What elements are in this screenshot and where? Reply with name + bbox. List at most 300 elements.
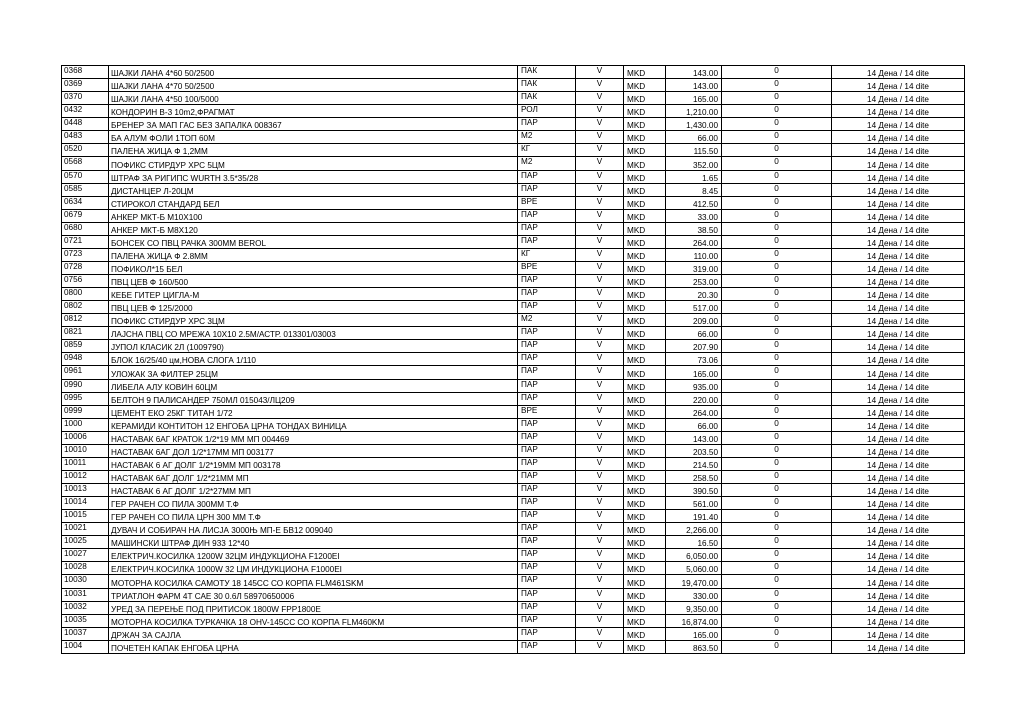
delivery-time-cell: 14 Дена / 14 dite: [832, 575, 965, 588]
product-name-cell: ПОФИКОЛ*15 БЕЛ: [109, 261, 518, 274]
price-cell: 165.00: [666, 366, 722, 379]
delivery-time-cell: 14 Дена / 14 dite: [832, 131, 965, 144]
vat-cell: V: [576, 562, 624, 575]
product-code-cell: 10027: [62, 549, 109, 562]
unit-cell: ПАР: [518, 484, 576, 497]
currency-cell: MKD: [624, 131, 666, 144]
delivery-time-cell: 14 Дена / 14 dite: [832, 510, 965, 523]
currency-cell: MKD: [624, 261, 666, 274]
price-cell: 165.00: [666, 627, 722, 640]
unit-cell: ПАР: [518, 301, 576, 314]
currency-cell: MKD: [624, 248, 666, 261]
unit-cell: ПАР: [518, 288, 576, 301]
delivery-time-cell: 14 Дена / 14 dite: [832, 340, 965, 353]
currency-cell: MKD: [624, 627, 666, 640]
product-name-cell: НАСТАВАК 6 АГ ДОЛГ 1/2*19ММ МП 003178: [109, 457, 518, 470]
unit-cell: ПАР: [518, 536, 576, 549]
price-list-table: [61, 65, 965, 654]
product-name-cell: МОТОРНА КОСИЛКА САМОТУ 18 145CC СО КОРПА FLM461SKM: [109, 575, 518, 588]
stock-cell: 0: [722, 118, 832, 131]
product-name-cell: ШТРАФ ЗА РИГИПС WURTH 3.5*35/28: [109, 170, 518, 183]
price-cell: 1,430.00: [666, 118, 722, 131]
price-cell: 2,266.00: [666, 523, 722, 536]
currency-cell: MKD: [624, 340, 666, 353]
stock-cell: 0: [722, 288, 832, 301]
unit-cell: ПАР: [518, 575, 576, 588]
stock-cell: 0: [722, 235, 832, 248]
product-name-cell: УЛОЖАК ЗА ФИЛТЕР 25ЦМ: [109, 366, 518, 379]
currency-cell: MKD: [624, 418, 666, 431]
currency-cell: MKD: [624, 353, 666, 366]
table-row: [62, 366, 965, 379]
unit-cell: ПАР: [518, 366, 576, 379]
table-row: [62, 575, 965, 588]
currency-cell: MKD: [624, 457, 666, 470]
table-row: [62, 549, 965, 562]
currency-cell: MKD: [624, 144, 666, 157]
delivery-time-cell: 14 Дена / 14 dite: [832, 405, 965, 418]
delivery-time-cell: 14 Дена / 14 dite: [832, 209, 965, 222]
price-cell: 33.00: [666, 209, 722, 222]
table-row: [62, 79, 965, 92]
product-code-cell: 0995: [62, 392, 109, 405]
product-code-cell: 0680: [62, 222, 109, 235]
table-row: [62, 353, 965, 366]
vat-cell: V: [576, 392, 624, 405]
unit-cell: ПАР: [518, 640, 576, 653]
vat-cell: V: [576, 470, 624, 483]
table-row: [62, 614, 965, 627]
currency-cell: MKD: [624, 196, 666, 209]
unit-cell: М2: [518, 157, 576, 170]
product-code-cell: 10006: [62, 431, 109, 444]
product-name-cell: БА АЛУМ ФОЛИ 1ТОП 60М: [109, 131, 518, 144]
unit-cell: ПАР: [518, 170, 576, 183]
vat-cell: V: [576, 366, 624, 379]
unit-cell: ПАК: [518, 79, 576, 92]
price-cell: 38.50: [666, 222, 722, 235]
price-cell: 1,210.00: [666, 105, 722, 118]
currency-cell: MKD: [624, 235, 666, 248]
currency-cell: MKD: [624, 288, 666, 301]
vat-cell: V: [576, 209, 624, 222]
table-row: [62, 379, 965, 392]
vat-cell: V: [576, 183, 624, 196]
stock-cell: 0: [722, 497, 832, 510]
delivery-time-cell: 14 Дена / 14 dite: [832, 562, 965, 575]
delivery-time-cell: 14 Дена / 14 dite: [832, 144, 965, 157]
unit-cell: ПАР: [518, 601, 576, 614]
stock-cell: 0: [722, 92, 832, 105]
delivery-time-cell: 14 Дена / 14 dite: [832, 536, 965, 549]
price-cell: 330.00: [666, 588, 722, 601]
stock-cell: 0: [722, 457, 832, 470]
unit-cell: КГ: [518, 248, 576, 261]
vat-cell: V: [576, 640, 624, 653]
product-code-cell: 0990: [62, 379, 109, 392]
table-row: [62, 588, 965, 601]
currency-cell: MKD: [624, 92, 666, 105]
product-code-cell: 0728: [62, 261, 109, 274]
unit-cell: ПАР: [518, 340, 576, 353]
product-code-cell: 10028: [62, 562, 109, 575]
product-name-cell: ЈУПОЛ КЛАСИК 2Л (1009790): [109, 340, 518, 353]
delivery-time-cell: 14 Дена / 14 dite: [832, 183, 965, 196]
stock-cell: 0: [722, 536, 832, 549]
table-row: [62, 183, 965, 196]
currency-cell: MKD: [624, 314, 666, 327]
unit-cell: ПАР: [518, 379, 576, 392]
table-row: [62, 314, 965, 327]
price-cell: 16,874.00: [666, 614, 722, 627]
price-cell: 191.40: [666, 510, 722, 523]
vat-cell: V: [576, 536, 624, 549]
unit-cell: ПАР: [518, 470, 576, 483]
unit-cell: ВРЕ: [518, 405, 576, 418]
vat-cell: V: [576, 457, 624, 470]
delivery-time-cell: 14 Дена / 14 dite: [832, 431, 965, 444]
currency-cell: MKD: [624, 549, 666, 562]
stock-cell: 0: [722, 366, 832, 379]
price-cell: 66.00: [666, 327, 722, 340]
unit-cell: ПАР: [518, 118, 576, 131]
delivery-time-cell: 14 Дена / 14 dite: [832, 588, 965, 601]
vat-cell: V: [576, 549, 624, 562]
currency-cell: MKD: [624, 79, 666, 92]
currency-cell: MKD: [624, 170, 666, 183]
price-cell: 207.90: [666, 340, 722, 353]
price-cell: 390.50: [666, 484, 722, 497]
vat-cell: V: [576, 588, 624, 601]
stock-cell: 0: [722, 510, 832, 523]
currency-cell: MKD: [624, 222, 666, 235]
vat-cell: V: [576, 248, 624, 261]
currency-cell: MKD: [624, 497, 666, 510]
stock-cell: 0: [722, 392, 832, 405]
product-code-cell: 10035: [62, 614, 109, 627]
stock-cell: 0: [722, 431, 832, 444]
stock-cell: 0: [722, 614, 832, 627]
product-name-cell: ДИСТАНЦЕР Л-20ЦМ: [109, 183, 518, 196]
vat-cell: V: [576, 405, 624, 418]
delivery-time-cell: 14 Дена / 14 dite: [832, 392, 965, 405]
stock-cell: 0: [722, 444, 832, 457]
product-code-cell: 0812: [62, 314, 109, 327]
vat-cell: V: [576, 353, 624, 366]
unit-cell: ПАР: [518, 431, 576, 444]
table-row: [62, 235, 965, 248]
price-cell: 253.00: [666, 275, 722, 288]
unit-cell: КГ: [518, 144, 576, 157]
stock-cell: 0: [722, 523, 832, 536]
table-row: [62, 196, 965, 209]
delivery-time-cell: 14 Дена / 14 dite: [832, 366, 965, 379]
product-name-cell: ДУВАЧ И СОБИРАЧ НА ЛИСЈА 3000Њ МП-Е БВ12 009040: [109, 523, 518, 536]
vat-cell: V: [576, 510, 624, 523]
vat-cell: V: [576, 340, 624, 353]
product-code-cell: 0448: [62, 118, 109, 131]
unit-cell: ПАР: [518, 523, 576, 536]
vat-cell: V: [576, 92, 624, 105]
currency-cell: MKD: [624, 562, 666, 575]
price-cell: 220.00: [666, 392, 722, 405]
delivery-time-cell: 14 Дена / 14 dite: [832, 457, 965, 470]
delivery-time-cell: 14 Дена / 14 dite: [832, 314, 965, 327]
product-name-cell: БЕЛТОН 9 ПАЛИСАНДЕР 750МЛ 015043/ЛЦ209: [109, 392, 518, 405]
currency-cell: MKD: [624, 470, 666, 483]
table-row: [62, 209, 965, 222]
table-row: [62, 457, 965, 470]
delivery-time-cell: 14 Дена / 14 dite: [832, 105, 965, 118]
table-row: [62, 170, 965, 183]
stock-cell: 0: [722, 627, 832, 640]
delivery-time-cell: 14 Дена / 14 dite: [832, 614, 965, 627]
price-cell: 209.00: [666, 314, 722, 327]
delivery-time-cell: 14 Дена / 14 dite: [832, 66, 965, 79]
stock-cell: 0: [722, 131, 832, 144]
vat-cell: V: [576, 575, 624, 588]
product-name-cell: ЦЕМЕНТ ЕКО 25КГ ТИТАН 1/72: [109, 405, 518, 418]
product-code-cell: 10013: [62, 484, 109, 497]
table-row: [62, 288, 965, 301]
price-cell: 352.00: [666, 157, 722, 170]
currency-cell: MKD: [624, 301, 666, 314]
table-row: [62, 301, 965, 314]
currency-cell: MKD: [624, 536, 666, 549]
stock-cell: 0: [722, 601, 832, 614]
price-cell: 258.50: [666, 470, 722, 483]
delivery-time-cell: 14 Дена / 14 dite: [832, 248, 965, 261]
unit-cell: М2: [518, 314, 576, 327]
product-code-cell: 0821: [62, 327, 109, 340]
price-cell: 115.50: [666, 144, 722, 157]
stock-cell: 0: [722, 105, 832, 118]
product-code-cell: 0483: [62, 131, 109, 144]
unit-cell: ПАР: [518, 392, 576, 405]
delivery-time-cell: 14 Дена / 14 dite: [832, 497, 965, 510]
vat-cell: V: [576, 627, 624, 640]
delivery-time-cell: 14 Дена / 14 dite: [832, 235, 965, 248]
product-code-cell: 10012: [62, 470, 109, 483]
price-cell: 73.06: [666, 353, 722, 366]
delivery-time-cell: 14 Дена / 14 dite: [832, 301, 965, 314]
unit-cell: ПАР: [518, 549, 576, 562]
delivery-time-cell: 14 Дена / 14 dite: [832, 484, 965, 497]
product-code-cell: 10021: [62, 523, 109, 536]
unit-cell: ПАР: [518, 275, 576, 288]
product-code-cell: 0368: [62, 66, 109, 79]
currency-cell: MKD: [624, 66, 666, 79]
vat-cell: V: [576, 66, 624, 79]
product-code-cell: 10031: [62, 588, 109, 601]
vat-cell: V: [576, 314, 624, 327]
table-row: [62, 470, 965, 483]
table-row: [62, 340, 965, 353]
unit-cell: ПАР: [518, 562, 576, 575]
product-code-cell: 10030: [62, 575, 109, 588]
table-row: [62, 261, 965, 274]
unit-cell: М2: [518, 131, 576, 144]
table-row: [62, 484, 965, 497]
product-code-cell: 10010: [62, 444, 109, 457]
table-row: [62, 275, 965, 288]
unit-cell: ПАР: [518, 418, 576, 431]
product-name-cell: СТИРОКОЛ СТАНДАРД БЕЛ: [109, 196, 518, 209]
vat-cell: V: [576, 275, 624, 288]
currency-cell: MKD: [624, 118, 666, 131]
price-cell: 6,050.00: [666, 549, 722, 562]
vat-cell: V: [576, 327, 624, 340]
table-row: [62, 131, 965, 144]
product-code-cell: 0369: [62, 79, 109, 92]
currency-cell: MKD: [624, 588, 666, 601]
delivery-time-cell: 14 Дена / 14 dite: [832, 288, 965, 301]
vat-cell: V: [576, 379, 624, 392]
vat-cell: V: [576, 170, 624, 183]
currency-cell: MKD: [624, 327, 666, 340]
price-cell: 16.50: [666, 536, 722, 549]
delivery-time-cell: 14 Дена / 14 dite: [832, 92, 965, 105]
table-row: [62, 392, 965, 405]
product-code-cell: 10032: [62, 601, 109, 614]
stock-cell: 0: [722, 327, 832, 340]
price-cell: 143.00: [666, 431, 722, 444]
product-code-cell: 0999: [62, 405, 109, 418]
stock-cell: 0: [722, 301, 832, 314]
product-name-cell: ЛИБЕЛА АЛУ КОВИН 60ЦМ: [109, 379, 518, 392]
currency-cell: MKD: [624, 405, 666, 418]
product-name-cell: НАСТАВАК 6АГ ДОЛ 1/2*17ММ МП 003177: [109, 444, 518, 457]
price-cell: 165.00: [666, 92, 722, 105]
stock-cell: 0: [722, 562, 832, 575]
product-code-cell: 0756: [62, 275, 109, 288]
stock-cell: 0: [722, 340, 832, 353]
price-cell: 319.00: [666, 261, 722, 274]
delivery-time-cell: 14 Дена / 14 dite: [832, 353, 965, 366]
product-code-cell: 0370: [62, 92, 109, 105]
unit-cell: ПАР: [518, 235, 576, 248]
vat-cell: V: [576, 431, 624, 444]
vat-cell: V: [576, 222, 624, 235]
unit-cell: ПАР: [518, 183, 576, 196]
price-cell: 412.50: [666, 196, 722, 209]
product-name-cell: ПОФИКС СТИРДУР XPC 3ЦМ: [109, 314, 518, 327]
product-name-cell: ГЕР РАЧЕН СО ПИЛА ЦРН 300 ММ Т.Ф: [109, 510, 518, 523]
product-name-cell: ПАЛЕНА ЖИЦА Ф 1,2ММ: [109, 144, 518, 157]
table-row: [62, 510, 965, 523]
delivery-time-cell: 14 Дена / 14 dite: [832, 170, 965, 183]
vat-cell: V: [576, 131, 624, 144]
product-code-cell: 0679: [62, 209, 109, 222]
delivery-time-cell: 14 Дена / 14 dite: [832, 79, 965, 92]
vat-cell: V: [576, 261, 624, 274]
vat-cell: V: [576, 235, 624, 248]
product-name-cell: ПАЛЕНА ЖИЦА Ф 2.8ММ: [109, 248, 518, 261]
product-name-cell: УРЕД ЗА ПЕРЕЊЕ ПОД ПРИТИСОК 1800W FPP1800E: [109, 601, 518, 614]
stock-cell: 0: [722, 170, 832, 183]
unit-cell: ПАР: [518, 588, 576, 601]
product-code-cell: 0570: [62, 170, 109, 183]
stock-cell: 0: [722, 470, 832, 483]
product-name-cell: ЕЛЕКТРИЧ.КОСИЛКА 1200W 32ЦМ ИНДУКЦИОНА F1200EI: [109, 549, 518, 562]
stock-cell: 0: [722, 183, 832, 196]
delivery-time-cell: 14 Дена / 14 dite: [832, 523, 965, 536]
product-code-cell: 0568: [62, 157, 109, 170]
unit-cell: ПАР: [518, 327, 576, 340]
table-row: [62, 105, 965, 118]
delivery-time-cell: 14 Дена / 14 dite: [832, 444, 965, 457]
currency-cell: MKD: [624, 431, 666, 444]
stock-cell: 0: [722, 405, 832, 418]
unit-cell: ПАР: [518, 510, 576, 523]
product-name-cell: МОТОРНА КОСИЛКА ТУРКАЧКА 18 OHV-145CC СО КОРПА FLM460KM: [109, 614, 518, 627]
product-code-cell: 0800: [62, 288, 109, 301]
currency-cell: MKD: [624, 575, 666, 588]
stock-cell: 0: [722, 640, 832, 653]
vat-cell: V: [576, 444, 624, 457]
product-name-cell: НАСТАВАК 6АГ КРАТОК 1/2*19 ММ МП 004469: [109, 431, 518, 444]
product-name-cell: НАСТАВАК 6АГ ДОЛГ 1/2*21ММ МП: [109, 470, 518, 483]
product-code-cell: 10011: [62, 457, 109, 470]
product-name-cell: АНКЕР МКТ-Б М10Х100: [109, 209, 518, 222]
unit-cell: ВРЕ: [518, 196, 576, 209]
table-row: [62, 431, 965, 444]
table-row: [62, 248, 965, 261]
delivery-time-cell: 14 Дена / 14 dite: [832, 222, 965, 235]
price-cell: 264.00: [666, 405, 722, 418]
table-row: [62, 92, 965, 105]
stock-cell: 0: [722, 209, 832, 222]
product-name-cell: ТРИАТЛОН ФАРМ 4Т САЕ 30 0.6Л 58970650006: [109, 588, 518, 601]
stock-cell: 0: [722, 261, 832, 274]
delivery-time-cell: 14 Дена / 14 dite: [832, 118, 965, 131]
price-cell: 66.00: [666, 418, 722, 431]
vat-cell: V: [576, 157, 624, 170]
product-code-cell: 0948: [62, 353, 109, 366]
product-code-cell: 0520: [62, 144, 109, 157]
currency-cell: MKD: [624, 379, 666, 392]
price-cell: 203.50: [666, 444, 722, 457]
product-name-cell: ПВЦ ЦЕВ Ф 125/2000: [109, 301, 518, 314]
vat-cell: V: [576, 196, 624, 209]
stock-cell: 0: [722, 157, 832, 170]
vat-cell: V: [576, 418, 624, 431]
delivery-time-cell: 14 Дена / 14 dite: [832, 261, 965, 274]
product-code-cell: 0432: [62, 105, 109, 118]
product-name-cell: КОНДОРИН B-3 10m2,ФРАГМАТ: [109, 105, 518, 118]
product-name-cell: БРЕНЕР ЗА МАП ГАС БЕЗ ЗАПАЛКА 008367: [109, 118, 518, 131]
stock-cell: 0: [722, 588, 832, 601]
delivery-time-cell: 14 Дена / 14 dite: [832, 275, 965, 288]
currency-cell: MKD: [624, 209, 666, 222]
vat-cell: V: [576, 497, 624, 510]
product-code-cell: 0721: [62, 235, 109, 248]
unit-cell: ПАК: [518, 92, 576, 105]
product-name-cell: ГЕР РАЧЕН СО ПИЛА 300ММ Т.Ф: [109, 497, 518, 510]
product-code-cell: 1000: [62, 418, 109, 431]
unit-cell: РОЛ: [518, 105, 576, 118]
delivery-time-cell: 14 Дена / 14 dite: [832, 601, 965, 614]
currency-cell: MKD: [624, 484, 666, 497]
currency-cell: MKD: [624, 444, 666, 457]
stock-cell: 0: [722, 222, 832, 235]
product-name-cell: НАСТАВАК 6 АГ ДОЛГ 1/2*27ММ МП: [109, 484, 518, 497]
product-name-cell: ШАЈКИ ЛАНА 4*60 50/2500: [109, 66, 518, 79]
delivery-time-cell: 14 Дена / 14 dite: [832, 627, 965, 640]
currency-cell: MKD: [624, 275, 666, 288]
table-row: [62, 418, 965, 431]
vat-cell: V: [576, 118, 624, 131]
